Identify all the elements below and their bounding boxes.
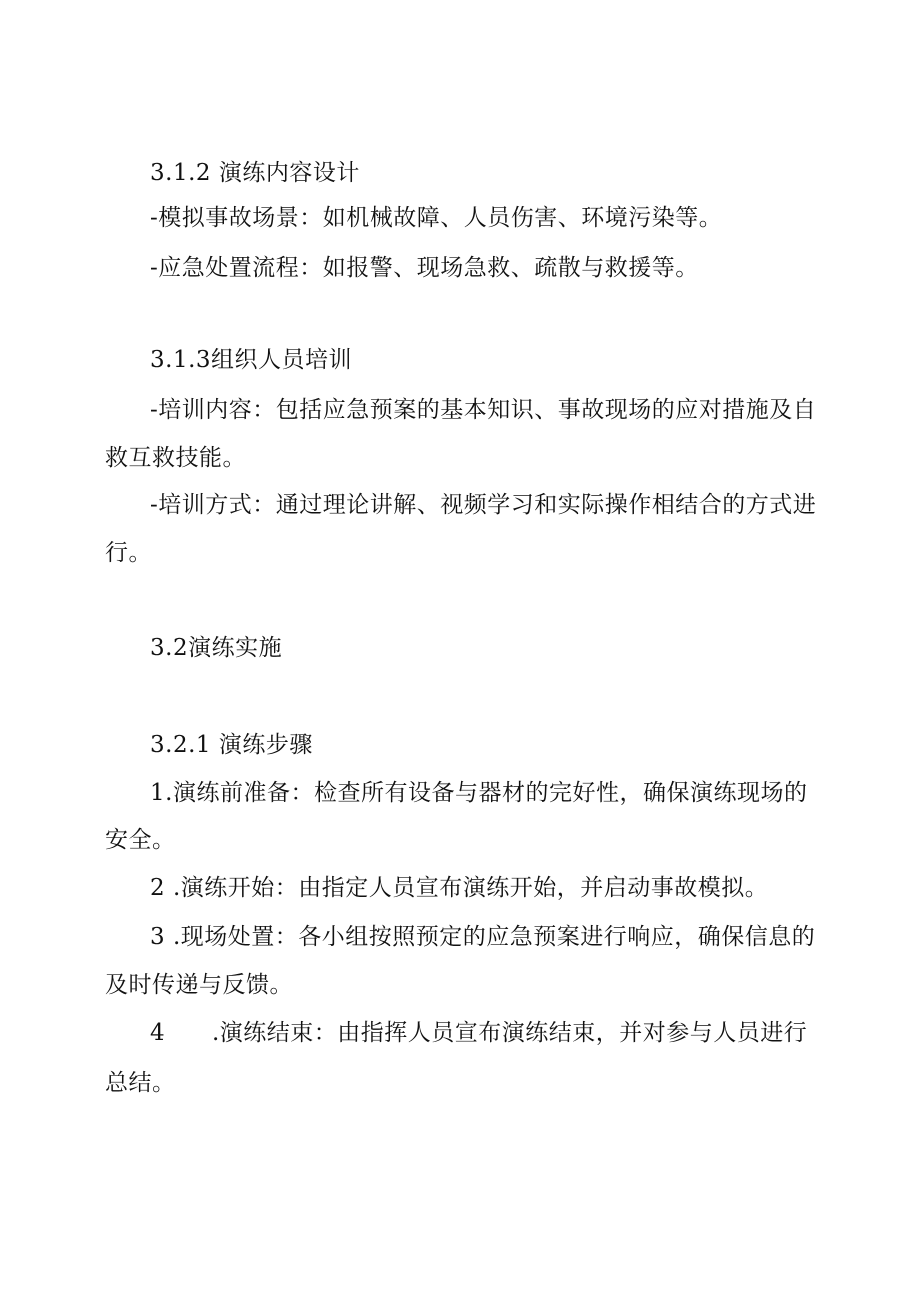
paragraph-simulated-scenarios: -模拟事故场景：如机械故障、人员伤害、环境污染等。 [150, 205, 723, 231]
paragraph-training-method-line1: -培训方式：通过理论讲解、视频学习和实际操作相结合的方式进 [150, 492, 817, 518]
step-1-line2: 安全。 [105, 827, 176, 853]
step-4-line1: .演练结束：由指挥人员宣布演练结束，并对参与人员进行 [212, 1020, 808, 1046]
section-heading-3-1-2: 3.1.2 演练内容设计 [150, 160, 360, 186]
section-heading-3-2-1: 3.2.1 演练步骤 [150, 732, 313, 758]
paragraph-training-content-line2: 救互救技能。 [105, 445, 246, 471]
step-3-line1: 3 .现场处置：各小组按照预定的应急预案进行响应，确保信息的 [150, 924, 816, 950]
paragraph-emergency-process: -应急处置流程：如报警、现场急救、疏散与救援等。 [150, 255, 699, 281]
section-heading-3-2: 3.2演练实施 [150, 635, 283, 661]
section-heading-3-1-3: 3.1.3组织人员培训 [150, 347, 353, 373]
paragraph-training-method-line2: 行。 [105, 540, 152, 566]
step-1-line1: 1.演练前准备：检查所有设备与器材的完好性，确保演练现场的 [150, 780, 808, 806]
step-4-line2: 总结。 [105, 1070, 176, 1096]
step-2: 2 .演练开始：由指定人员宣布演练开始，并启动事故模拟。 [150, 875, 769, 901]
paragraph-training-content-line1: -培训内容：包括应急预案的基本知识、事故现场的应对措施及自 [150, 397, 817, 423]
step-3-line2: 及时传递与反馈。 [105, 972, 293, 998]
step-4-number: 4 [150, 1020, 166, 1046]
